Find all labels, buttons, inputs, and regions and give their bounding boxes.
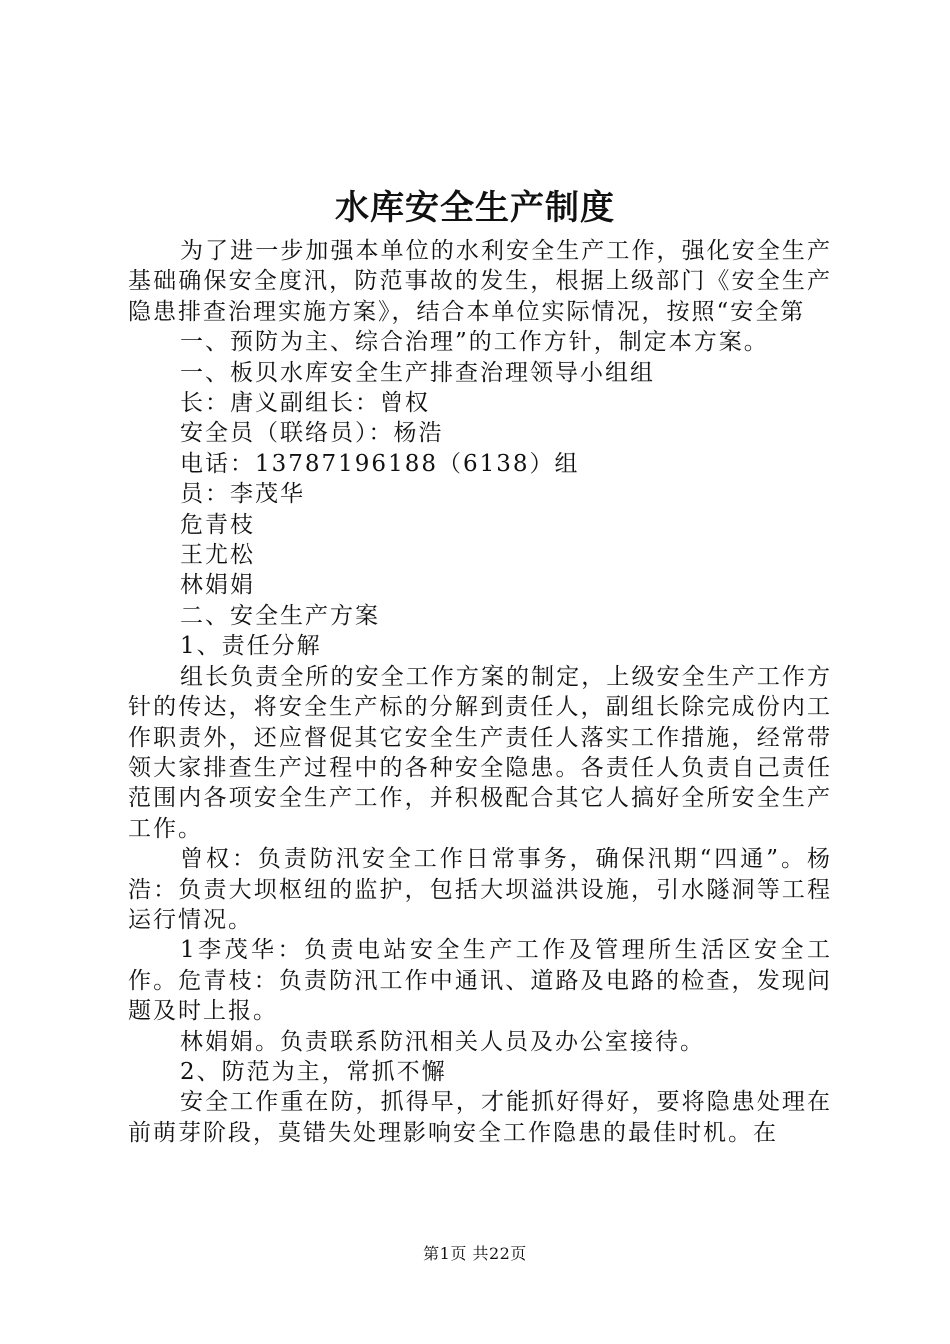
subsection-heading-responsibility: 1、责任分解 xyxy=(180,633,322,660)
document-body xyxy=(128,236,832,1148)
paragraph-duties-1: 曾权：负责防汛安全工作日常事务，确保汛期“四通”。杨浩：负责大坝枢纽的监护，包括大坝溢洪设施，引水隧洞等工程运行情况。 xyxy=(128,846,832,933)
member-line: 员：李茂华 xyxy=(180,481,305,508)
subsection-heading-prevention: 2、防范为主，常抓不懈 xyxy=(180,1058,447,1085)
section-heading-leadership: 一、板贝水库安全生产排查治理领导小组组 xyxy=(180,359,655,386)
paragraph-policy: 一、预防为主、综合治理”的工作方针，制定本方案。 xyxy=(180,329,769,356)
paragraph-prevention: 安全工作重在防，抓得早，才能抓好得好，要将隐患处理在前萌芽阶段，莫错失处理影响安全工作隐患的最佳时机。在 xyxy=(128,1089,832,1146)
leader-line: 长：唐义副组长：曾权 xyxy=(180,390,430,417)
member-name: 林娟娟 xyxy=(180,572,255,599)
member-name: 危青枝 xyxy=(180,511,255,538)
page-number: 第1页 共22页 xyxy=(423,1244,527,1263)
section-heading-plan: 二、安全生产方案 xyxy=(180,602,380,629)
paragraph-duties-2: 1李茂华：负责电站安全生产工作及管理所生活区安全工作。危青枝：负责防汛工作中通讯、道路及电路的检查，发现问题及时上报。 xyxy=(128,937,832,1025)
phone-line: 电话：13787196188（6138）组 xyxy=(180,450,580,477)
paragraph-intro: 为了进一步加强本单位的水利安全生产工作，强化安全生产基础确保安全度汛，防范事故的发生，根据上级部门《安全生产隐患排查治理实施方案》，结合本单位实际情况，按照“安全第 xyxy=(128,238,832,325)
paragraph-duties-3: 林娟娟。负责联系防汛相关人员及办公室接待。 xyxy=(180,1028,705,1055)
member-name: 王尤松 xyxy=(180,542,255,569)
document-title: 水库安全生产制度 xyxy=(335,188,615,228)
safety-officer-line: 安全员（联络员）：杨浩 xyxy=(180,420,444,447)
paragraph-responsibility: 组长负责全所的安全工作方案的制定，上级安全生产工作方针的传达，将安全生产标的分解到责任人，副组长除完成份内工作职责外，还应督促其它安全生产责任人落实工作措施，经常带领大家排查生产过程中的各种安全隐患。各责任人负责自己责任范围内各项安全生产工作，并积极配合其它人搞好全所安全生产工作。 xyxy=(128,663,832,842)
